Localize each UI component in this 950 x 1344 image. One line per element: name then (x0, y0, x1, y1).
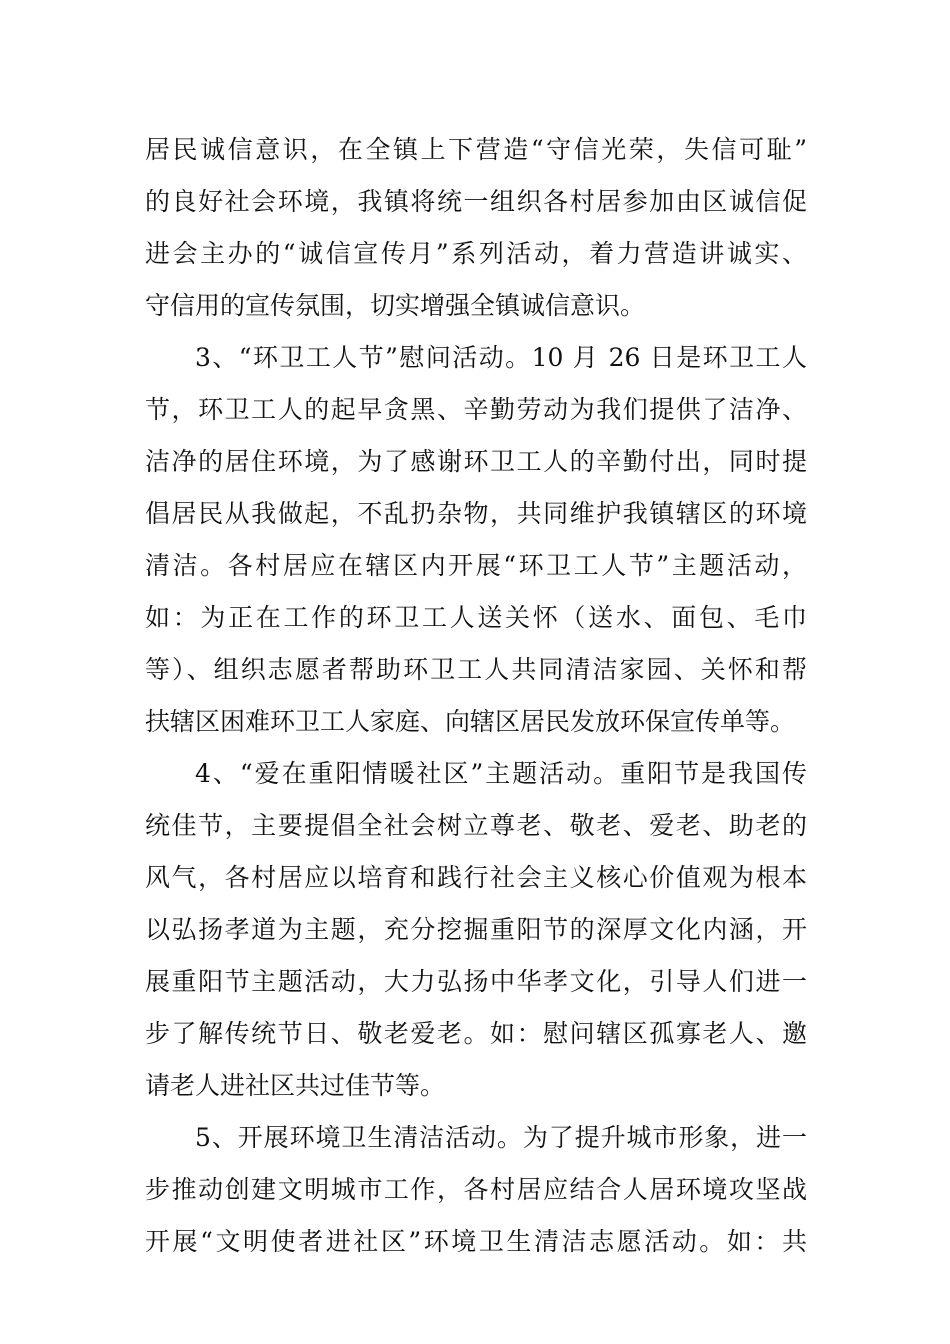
document-body (145, 124, 807, 1268)
paragraph-4 (145, 1112, 807, 1268)
text-line: 洁净的居住环境，为了感谢环卫工人的辛勤付出，同时提 (145, 447, 807, 476)
text-line: 展重阳节主题活动，大力弘扬中华孝文化，引导人们进一 (145, 967, 807, 996)
text-line: 清洁。各村居应在辖区内开展“环卫工人节”主题活动， (145, 551, 807, 580)
paragraph-3 (145, 748, 807, 1112)
text-line: 节，环卫工人的起早贪黑、辛勤劳动为我们提供了洁净、 (145, 395, 807, 424)
text-line: 守信用的宣传氛围，切实增强全镇诚信意识。 (145, 291, 646, 320)
text-line: 进会主办的“诚信宣传月”系列活动，着力营造讲诚实、 (145, 239, 807, 268)
text-line: 3、“环卫工人节”慰问活动。10 月 26 日是环卫工人 (195, 343, 807, 372)
text-line: 居民诚信意识，在全镇上下营造“守信光荣，失信可耻” (145, 135, 807, 164)
text-line: 的良好社会环境，我镇将统一组织各村居参加由区诚信促 (145, 187, 807, 216)
text-line: 以弘扬孝道为主题，充分挖掘重阳节的深厚文化内涵，开 (145, 915, 807, 944)
text-line: 步了解传统节日、敬老爱老。如：慰问辖区孤寡老人、邀 (145, 1019, 807, 1048)
text-line: 步推动创建文明城市工作，各村居应结合人居环境攻坚战 (145, 1175, 807, 1204)
text-line: 如：为正在工作的环卫工人送关怀（送水、面包、毛巾 (145, 603, 807, 632)
text-line: 风气，各村居应以培育和践行社会主义核心价值观为根本 (145, 863, 807, 892)
text-line: 倡居民从我做起，不乱扔杂物，共同维护我镇辖区的环境 (145, 499, 807, 528)
text-line: 4、“爱在重阳情暖社区”主题活动。重阳节是我国传 (195, 759, 807, 788)
text-line: 开展“文明使者进社区”环境卫生清洁志愿活动。如：共 (145, 1227, 807, 1256)
text-line: 请老人进社区共过佳节等。 (145, 1071, 446, 1100)
paragraph-2 (145, 332, 807, 748)
paragraph-1 (145, 124, 807, 332)
text-line: 扶辖区困难环卫工人家庭、向辖区居民发放环保宣传单等。 (145, 707, 796, 736)
text-line: 5、开展环境卫生清洁活动。为了提升城市形象，进一 (195, 1123, 807, 1152)
text-line: 统佳节，主要提倡全社会树立尊老、敬老、爱老、助老的 (145, 811, 807, 840)
text-line: 等）、组织志愿者帮助环卫工人共同清洁家园、关怀和帮 (145, 655, 807, 684)
